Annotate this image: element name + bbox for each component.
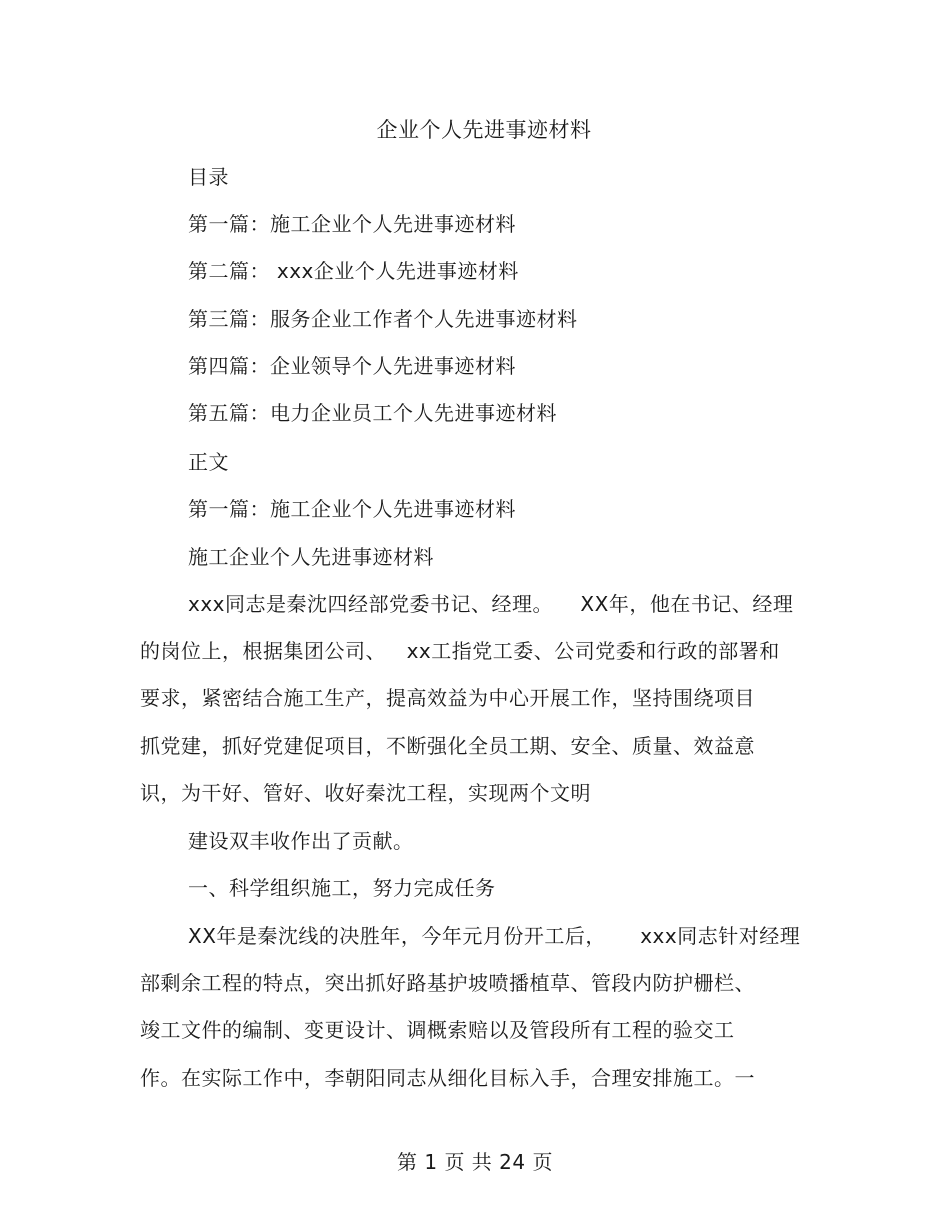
paragraph-line: 作。在实际工作中，李朝阳同志从细化目标入手，合理安排施工。一	[140, 1066, 755, 1090]
footer-total-pages: 24	[499, 1150, 526, 1174]
section-heading: 第一篇：施工企业个人先进事迹材料	[188, 497, 516, 521]
paragraph-line: 的岗位上，根据集团公司、 xx工指党工委、公司党委和行政的部署和	[140, 639, 780, 663]
paragraph-line: 要求，紧密结合施工生产，提高效益为中心开展工作，坚持围绕项目	[140, 686, 755, 710]
toc-item: 第一篇：施工企业个人先进事迹材料	[188, 212, 516, 236]
toc-item: 第二篇： xxx企业个人先进事迹材料	[188, 259, 519, 283]
toc-item: 第三篇：服务企业工作者个人先进事迹材料	[188, 307, 578, 331]
paragraph-line: xxx同志是秦沈四经部党委书记、经理。 XX年，他在书记、经理	[188, 592, 794, 616]
toc-item: 第五篇：电力企业员工个人先进事迹材料	[188, 401, 557, 425]
page-footer	[0, 1150, 950, 1174]
footer-middle: 页 共	[444, 1150, 493, 1174]
paragraph-line: 竣工文件的编制、变更设计、调概索赔以及管段所有工程的验交工	[140, 1018, 735, 1042]
paragraph-line: 部剩余工程的特点，突出抓好路基护坡喷播植草、管段内防护栅栏、	[140, 971, 755, 995]
toc-item: 第四篇：企业领导个人先进事迹材料	[188, 354, 516, 378]
footer-prefix: 第	[397, 1150, 418, 1174]
document-title: 企业个人先进事迹材料	[376, 118, 592, 142]
footer-page-number: 1	[424, 1150, 438, 1174]
paragraph-line: 建设双丰收作出了贡献。	[188, 829, 414, 853]
toc-heading: 目录	[188, 165, 229, 189]
paragraph-line: 识，为干好、管好、收好秦沈工程，实现两个文明	[140, 781, 591, 805]
section-subtitle: 施工企业个人先进事迹材料	[188, 545, 434, 569]
body-heading: 正文	[188, 450, 229, 474]
paragraph-line: XX年是秦沈线的决胜年，今年元月份开工后， xxx同志针对经理	[188, 924, 801, 948]
subheading: 一、科学组织施工，努力完成任务	[188, 876, 496, 900]
footer-suffix: 页	[532, 1150, 553, 1174]
paragraph-line: 抓党建，抓好党建促项目，不断强化全员工期、安全、质量、效益意	[140, 734, 755, 758]
